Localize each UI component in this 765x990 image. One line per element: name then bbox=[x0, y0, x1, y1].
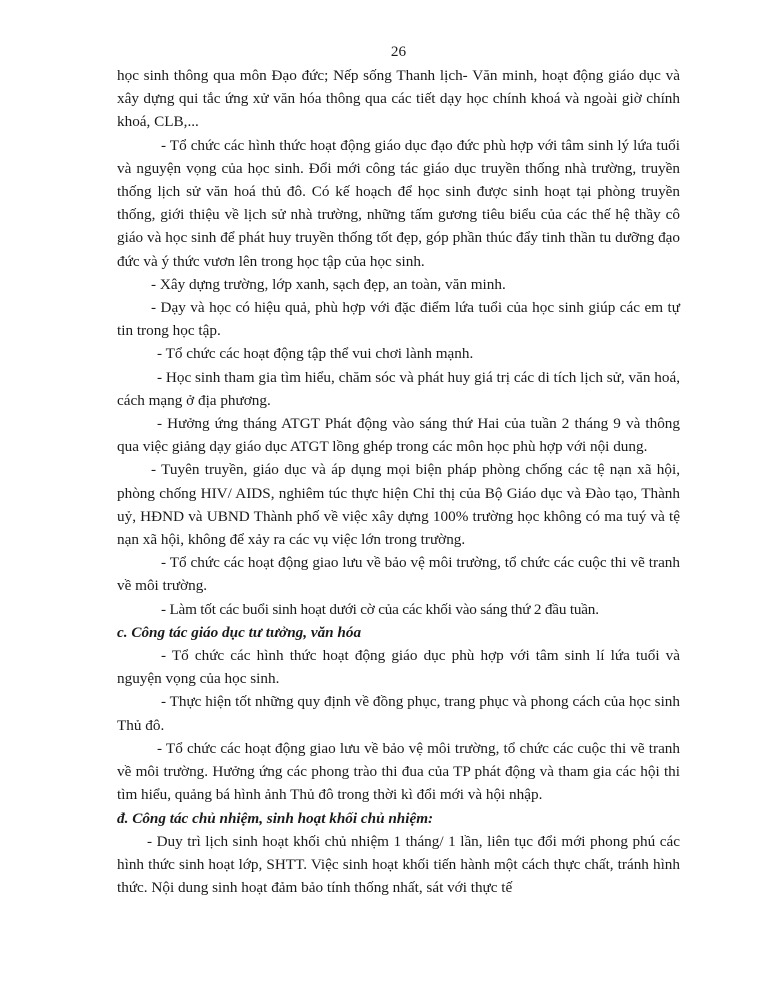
paragraph-effective-teaching: - Dạy và học có hiệu quả, phù hợp với đặc điểm lứa tuổi của học sinh giúp các em tự tin trong học tập. bbox=[117, 299, 680, 340]
paragraph-historic-sites: - Học sinh tham gia tìm hiểu, chăm sóc và phát huy giá trị các di tích lịch sử, văn hoá, cách mạng ở địa phương. bbox=[117, 368, 680, 409]
paragraph-moral-education-intro: học sinh thông qua môn Đạo đức; Nếp sống Thanh lịch- Văn minh, hoạt động giáo dục và xây dựng qui tắc ứng xử văn hóa thông qua các tiết dạy học chính khoá và ngoài giờ chính khoá, CLB,... bbox=[117, 67, 680, 131]
paragraph-traffic-safety: - Hưởng ứng tháng ATGT Phát động vào sáng thứ Hai của tuần 2 tháng 9 và thông qua việc giảng dạy giáo dục ATGT lồng ghép trong các môn học phù hợp với nội dung. bbox=[117, 415, 680, 456]
paragraph-education-forms: - Tổ chức các hình thức hoạt động giáo dục phù hợp với tâm sinh lí lứa tuổi và nguyện vọng của học sinh. bbox=[117, 647, 680, 688]
paragraph-uniform-rules: - Thực hiện tốt những quy định về đồng phục, trang phục và phong cách của học sinh Thủ đô. bbox=[117, 693, 680, 734]
paragraph-environment-competitions: - Tổ chức các hoạt động giao lưu về bảo vệ môi trường, tổ chức các cuộc thi vẽ tranh về môi trường. Hưởng ứng các phong trào thi đua của TP phát động và tham gia các hội thi tìm hiểu, quảng bá hình ảnh Thủ đô trong thời kì đổi mới và hội nhập. bbox=[117, 739, 680, 804]
document-page bbox=[117, 40, 680, 899]
paragraph-social-evils: - Tuyên truyền, giáo dục và áp dụng mọi biện pháp phòng chống các tệ nạn xã hội, phòng chống HIV/ AIDS, nghiêm túc thực hiện Chỉ thị của Bộ Giáo dục và Đào tạo, Thành uỷ, HĐND và UBND Thành phố về việc xây dựng 100% trường học không có ma tuý và tệ nạn xã hội, không để xảy ra các vụ việc lớn trong trường. bbox=[117, 461, 680, 549]
section-heading-homeroom: đ. Công tác chủ nhiệm, sinh hoạt khối chủ nhiệm: bbox=[117, 809, 434, 827]
paragraph-group-activities: - Tổ chức các hoạt động tập thể vui chơi lành mạnh. bbox=[157, 345, 474, 363]
paragraph-flag-ceremony: - Làm tốt các buổi sinh hoạt dưới cờ của các khối vào sáng thứ 2 đầu tuần. bbox=[161, 600, 599, 618]
paragraph-green-school: - Xây dựng trường, lớp xanh, sạch đẹp, an toàn, văn minh. bbox=[151, 275, 506, 293]
paragraph-homeroom-meetings: - Duy trì lịch sinh hoạt khối chủ nhiệm 1 tháng/ 1 lần, liên tục đổi mới phong phú các hình thức sinh hoạt lớp, SHTT. Việc sinh hoạt khối tiến hành một cách thực chất, tránh hình thức. Nội dung sinh hoạt đảm bảo tính thống nhất, sát với thực tế bbox=[117, 832, 680, 897]
paragraph-moral-activities: - Tổ chức các hình thức hoạt động giáo dục đạo đức phù hợp với tâm sinh lý lứa tuổi và nguyện vọng của học sinh. Đổi mới công tác giáo dục truyền thống nhà trường, truyền thống lịch sử văn hoá thủ đô. Có kế hoạch để học sinh được sinh hoạt tại phòng truyền thống, giới thiệu về lịch sử nhà trường, những tấm gương tiêu biểu của các thế hệ thầy cô giáo và học sinh để phát huy truyền thống tốt đẹp, góp phần thúc đẩy tinh thần tu dưỡng đạo đức và ý thức vươn lên trong học tập của học sinh. bbox=[117, 136, 680, 270]
page-number: 26 bbox=[390, 43, 407, 60]
paragraph-environment-exchange: - Tổ chức các hoạt động giao lưu về bảo vệ môi trường, tổ chức các cuộc thi vẽ tranh về môi trường. bbox=[117, 554, 680, 595]
section-heading-ideology-culture: c. Công tác giáo dục tư tưởng, văn hóa bbox=[117, 623, 362, 641]
